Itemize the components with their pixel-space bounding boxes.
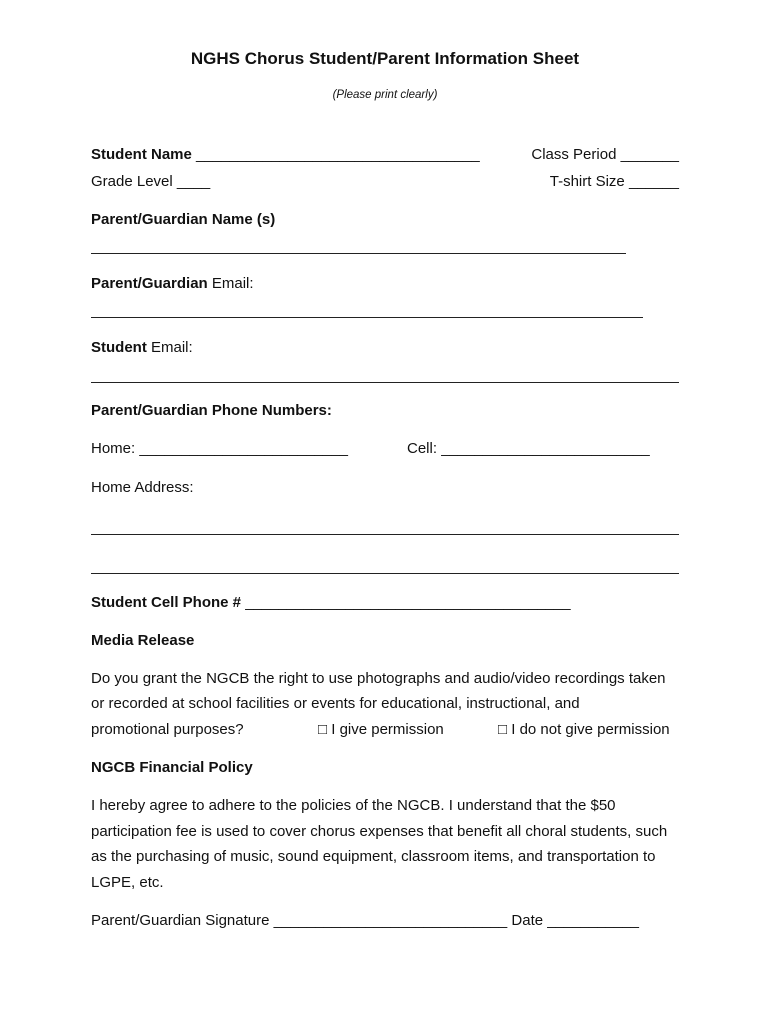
home-phone-row (91, 440, 348, 458)
student-cell-field[interactable]: _______________________________________ (245, 594, 571, 611)
student-name-field[interactable]: __________________________________ (196, 146, 480, 163)
signature-field[interactable]: ____________________________ (273, 912, 508, 929)
tshirt-size-field[interactable]: ______ (628, 173, 679, 190)
financial-policy-text-4: LGPE, etc. (91, 874, 164, 891)
grade-level-label: Grade Level (91, 173, 173, 190)
student-name-row (91, 146, 480, 164)
media-release-text-2: or recorded at school facilities or events for educational, instructional, and (91, 695, 580, 712)
parent-name-field[interactable] (91, 253, 626, 254)
media-release-text-1: Do you grant the NGCB the right to use photographs and audio/video recordings taken (91, 670, 666, 687)
deny-permission-option[interactable]: □ I do not give permission (498, 721, 670, 738)
tshirt-size-label: T-shirt Size (549, 173, 625, 190)
parent-email-label-bold: Parent/Guardian (91, 275, 208, 292)
page-subtitle: (Please print clearly) (332, 89, 438, 101)
date-field[interactable]: ___________ (547, 912, 640, 929)
media-release-heading: Media Release (91, 632, 195, 649)
parent-name-label: Parent/Guardian Name (s) (91, 211, 276, 228)
tshirt-size-row (550, 173, 679, 191)
date-label: Date (511, 912, 544, 929)
class-period-label: Class Period (531, 146, 617, 163)
student-email-label-bold: Student (91, 339, 147, 356)
cell-phone-field[interactable]: _________________________ (441, 440, 650, 457)
page-title: NGHS Chorus Student/Parent Information Sheet (190, 49, 580, 68)
class-period-field[interactable]: _______ (620, 146, 679, 163)
parent-email-label-rest: Email: (207, 275, 254, 292)
signature-label: Parent/Guardian Signature (91, 912, 270, 929)
home-phone-field[interactable]: _________________________ (139, 440, 348, 457)
home-address-line-1[interactable] (91, 534, 679, 535)
cell-phone-label: Cell: (407, 440, 438, 457)
home-address-line-2[interactable] (91, 573, 679, 574)
financial-policy-heading: NGCB Financial Policy (91, 759, 253, 776)
media-release-text-3: promotional purposes? (91, 721, 244, 738)
phone-numbers-label: Parent/Guardian Phone Numbers: (91, 402, 332, 419)
parent-email-field[interactable] (91, 317, 643, 318)
grade-level-field[interactable]: ____ (176, 173, 211, 190)
home-phone-label: Home: (91, 440, 136, 457)
signature-row (91, 912, 639, 930)
cell-phone-row (407, 440, 650, 458)
financial-policy-text-2: participation fee is used to cover chorus expenses that benefit all choral students, such (91, 823, 668, 840)
financial-policy-text-1: I hereby agree to adhere to the policies of the NGCB. I understand that the $50 (91, 797, 616, 814)
student-email-label (91, 339, 193, 357)
student-email-field[interactable] (91, 382, 679, 383)
student-email-label-rest: Email: (146, 339, 193, 356)
student-cell-row (91, 594, 571, 612)
grade-level-row (91, 173, 210, 191)
student-name-label: Student Name (91, 146, 192, 163)
parent-email-label (91, 275, 254, 293)
home-address-label: Home Address: (91, 479, 194, 496)
financial-policy-text-3: as the purchasing of music, sound equipment, classroom items, and transportation to (91, 848, 656, 865)
give-permission-option[interactable]: □ I give permission (318, 721, 444, 738)
student-cell-label: Student Cell Phone # (91, 594, 242, 611)
class-period-row (531, 146, 679, 164)
